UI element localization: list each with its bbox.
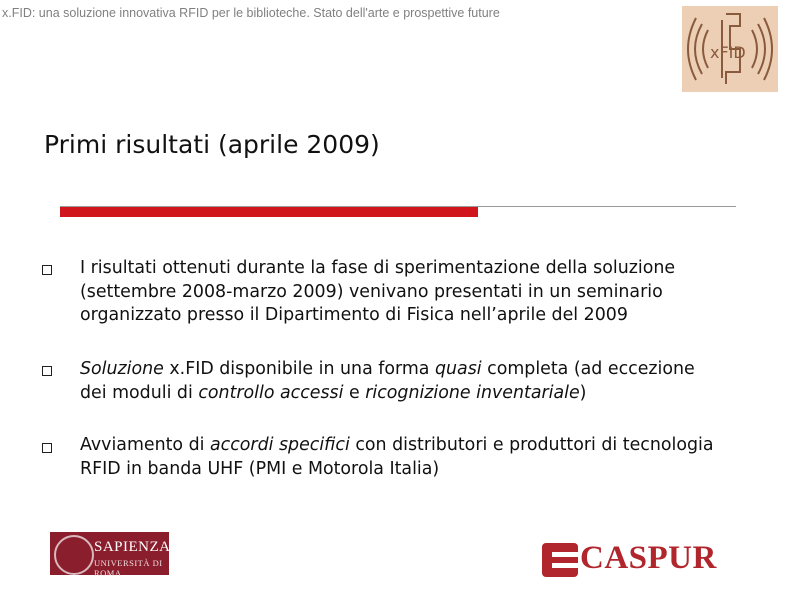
bullet-square-icon xyxy=(42,265,52,275)
sapienza-seal-icon xyxy=(54,535,94,575)
xfid-logo-icon xyxy=(682,6,778,92)
bullet-2-text-b: completa (ad eccezione dei moduli di xyxy=(80,359,695,403)
emphasis-ricognizione-inventariale: ricognizione inventariale xyxy=(365,382,580,403)
bullet-square-icon xyxy=(42,443,52,453)
emphasis-accordi-specifici: accordi specifici xyxy=(210,435,350,455)
xfid-logo-text: xFID xyxy=(710,43,746,62)
presentation-header: x.FID: una soluzione innovativa RFID per le biblioteche. Stato dell'arte e prospettive future xyxy=(2,6,500,20)
caspur-name: CASPUR xyxy=(580,540,717,576)
bullet-square-icon xyxy=(42,366,52,376)
emphasis-soluzione: Soluzione xyxy=(80,359,164,379)
caspur-mark-icon xyxy=(542,543,578,577)
title-divider-bar xyxy=(60,207,478,217)
slide-title: Primi risultati (aprile 2009) xyxy=(44,130,380,159)
emphasis-controllo-accessi: controllo accessi xyxy=(198,382,344,403)
sapienza-subtitle: UNIVERSITÀ DI ROMA xyxy=(94,558,163,578)
bullet-3-text-a: Avviamento di xyxy=(80,435,210,455)
bullet-item-1: I risultati ottenuti durante la fase di sperimentazione della soluzione (settembre 2008-marzo 2009) venivano presentati in un seminario organizzato presso il Dipartimento di Fisica nell’aprile del 2009 xyxy=(80,258,676,325)
caspur-logo xyxy=(540,539,740,579)
xfid-logo xyxy=(682,6,778,92)
bullet-2-text-c: e xyxy=(343,382,366,403)
bullet-item-2 xyxy=(80,358,720,405)
sapienza-name: SAPIENZA xyxy=(94,539,171,555)
bullet-item-3 xyxy=(80,434,720,481)
bullet-2-text-d: ) xyxy=(579,382,587,403)
sapienza-logo xyxy=(50,532,171,578)
bullet-3-text-b: con distributori e produttori di tecnologia RFID in banda UHF (PMI e Motorola Italia) xyxy=(80,435,714,479)
bullet-2-text-a: x.FID disponibile in una forma xyxy=(163,359,435,379)
emphasis-quasi: quasi xyxy=(435,359,482,379)
